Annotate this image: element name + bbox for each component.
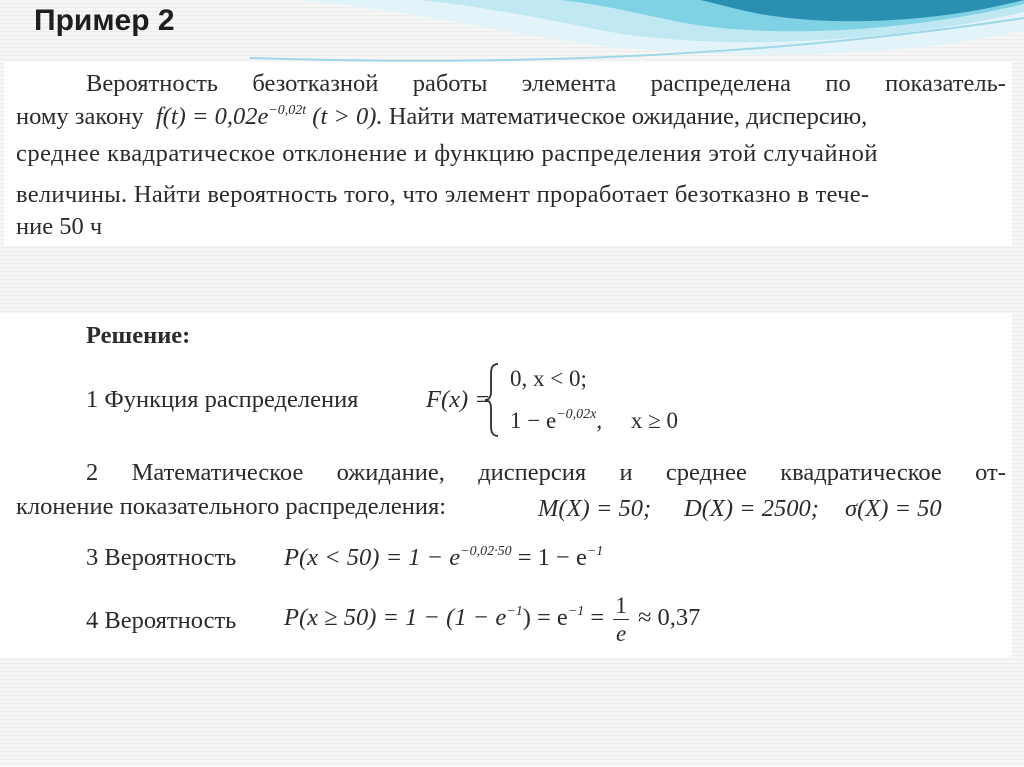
case-2: $1 - e^{-0,02x}$, x ≥ 0 (510, 407, 678, 433)
step-2-line-2: клонение показательного распределения: (16, 493, 447, 520)
problem-line-2: ному закону $f(t) = 0,02e^{-0,02t}$ (t > 0). Найти математическое ожидание, дисперсию, (16, 103, 868, 130)
problem-line-5: ние 50 ч (16, 213, 103, 240)
step-1-lhs: F(x) = (426, 386, 491, 413)
step-4-label: 4 Вероятность (86, 607, 237, 634)
problem-line-3: среднее квадратическое отклонение и функцию распределения этой случайной (16, 140, 878, 167)
expected-value: M(X) = 50; (538, 495, 652, 522)
curly-brace-icon (482, 362, 502, 438)
solution-heading: Решение: (86, 322, 191, 349)
problem-line-1: Вероятность безотказной работы элемента распределена по показатель- (86, 70, 1006, 97)
step-3-formula: $P(x < 50) = 1 - e^{-0,02\cdot 50} = 1 - e^{-1}$ (284, 544, 604, 571)
step-1-label: 1 Функция распределения (86, 386, 359, 413)
slide-title: Пример 2 (34, 4, 175, 37)
case-1: 0, x < 0; (510, 366, 587, 391)
piecewise-cases (482, 362, 712, 438)
density-formula: f(t) = 0,02e (155, 103, 269, 130)
problem-line-4: величины. Найти вероятность того, что элемент проработает безотказно в тече- (16, 181, 870, 208)
step-3-label: 3 Вероятность (86, 544, 237, 571)
density-exponent: −0,02t (268, 103, 307, 118)
variance-value: D(X) = 2500; (684, 495, 819, 522)
std-dev-value: σ(X) = 50 (845, 495, 942, 522)
step-2-line-1: 2 Математическое ожидание, дисперсия и среднее квадратическое от- (86, 459, 1006, 486)
fraction-one-over-e: $\frac{1}{e}$ (615, 593, 627, 646)
step-4-formula: $P(x \ge 50) = 1 - (1 - e^{-1}) = e^{-1}$ = $\frac{1}{e}$ ≈ 0,37 (284, 593, 701, 646)
